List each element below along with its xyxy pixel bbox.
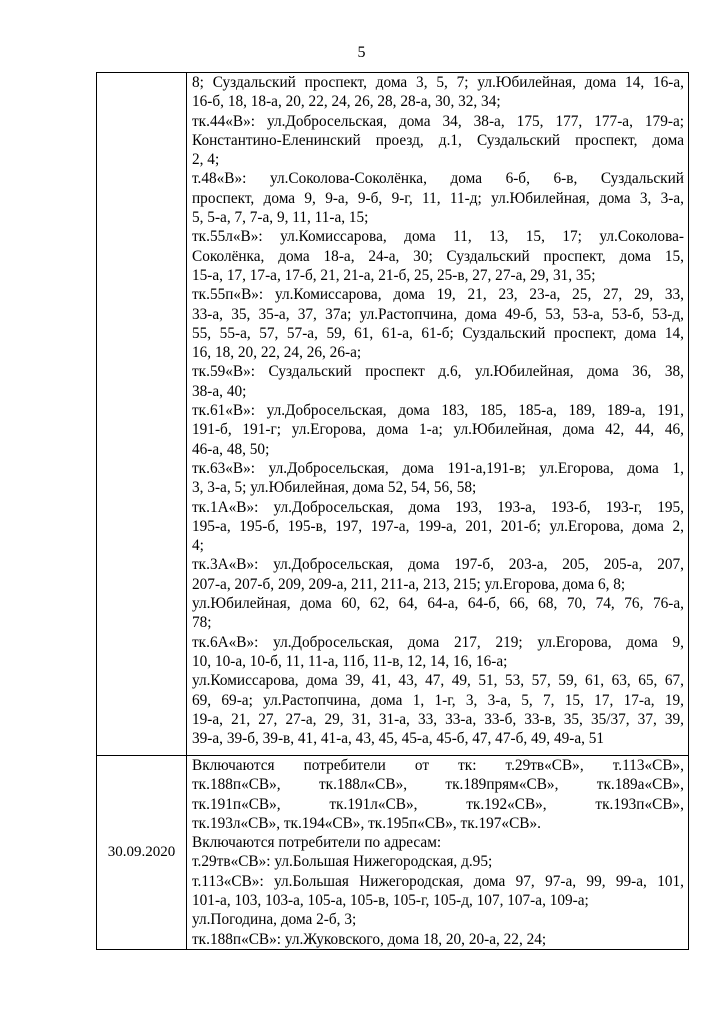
table-row <box>97 73 689 756</box>
text-line: 10, 10-а, 10-б, 11, 11-а, 11б, 11-в, 12, 14, 16, 16-а; <box>192 652 508 670</box>
text-line: т.29тв«СВ»: ул.Большая Нижегородская, д.95; <box>192 853 493 871</box>
text-line: 33-а, 35, 35-а, 37, 37а; ул.Растопчина, дома 49-б, 53, 53-а, 53-б, 53-д, <box>192 305 684 323</box>
text-line: 78; <box>192 614 212 632</box>
text-line: Константино-Еленинский проезд, д.1, Суздальский проспект, дома <box>192 131 684 149</box>
text-line: тк.6А«В»: ул.Добросельская, дома 217, 219; ул.Егорова, дома 9, <box>192 633 684 651</box>
table-row <box>97 756 689 950</box>
address-cell <box>187 73 689 756</box>
text-line: Включаются потребители по адресам: <box>192 834 442 852</box>
text-line: 38-а, 40; <box>192 382 247 400</box>
text-line: ул.Комиссарова, дома 39, 41, 43, 47, 49, 51, 53, 57, 59, 61, 63, 65, 67, <box>192 672 684 690</box>
text-line: ул.Юбилейная, дома 60, 62, 64, 64-а, 64-б, 66, 68, 70, 74, 76, 76-а, <box>192 595 684 613</box>
text-line: 15-а, 17, 17-а, 17-б, 21, 21-а, 21-б, 25, 25-в, 27, 27-а, 29, 31, 35; <box>192 266 596 284</box>
text-line: 207-а, 207-б, 209, 209-а, 211, 211-а, 213, 215; ул.Егорова, дома 6, 8; <box>192 575 626 593</box>
text-line: Включаются потребители от тк: т.29тв«СВ», т.113«СВ», <box>192 757 684 774</box>
text-line: проспект, дома 9, 9-а, 9-б, 9-г, 11, 11-д; ул.Юбилейная, дома 3, 3-а, <box>192 189 684 207</box>
text-line: т.113«СВ»: ул.Большая Нижегородская, дома 97, 97-а, 99, 99-а, 101, <box>192 872 684 890</box>
text-line: тк.63«В»: ул.Добросельская, дома 191-а,191-в; ул.Егорова, дома 1, <box>192 459 684 477</box>
text-line: тк.1А«В»: ул.Добросельская, дома 193, 193-а, 193-б, 193-г, 195, <box>192 498 684 516</box>
text-line: 5, 5-а, 7, 7-а, 9, 11, 11-а, 15; <box>192 209 369 227</box>
text-line: 16-б, 18, 18-а, 20, 22, 24, 26, 28, 28-а, 30, 32, 34; <box>192 93 501 111</box>
text-line: Соколёнка, дома 18-а, 24-а, 30; Суздальский проспект, дома 15, <box>192 247 684 265</box>
text-line: т.48«В»: ул.Соколова-Соколёнка, дома 6-б, 6-в, Суздальский <box>192 170 684 188</box>
text-line: тк.193л«СВ», тк.194«СВ», тк.195п«СВ», тк.197«СВ». <box>192 814 541 832</box>
text-line: 2, 4; <box>192 151 220 169</box>
address-cell <box>187 756 689 950</box>
text-line: тк.61«В»: ул.Добросельская, дома 183, 185, 185-а, 189, 189-а, 191, <box>192 402 684 420</box>
text-line: тк.188п«СВ»: ул.Жуковского, дома 18, 20, 20-а, 22, 24; <box>192 930 547 948</box>
text-line: 39-а, 39-б, 39-в, 41, 41-а, 43, 45, 45-а, 45-б, 47, 47-б, 49, 49-а, 51 <box>192 730 605 748</box>
text-line: тк.55л«В»: ул.Комиссарова, дома 11, 13, 15, 17; ул.Соколова- <box>192 228 684 246</box>
schedule-table <box>96 72 689 950</box>
text-line: 4; <box>192 537 204 555</box>
text-line: тк.188п«СВ», тк.188л«СВ», тк.189прям«СВ», тк.189а«СВ», <box>192 776 684 794</box>
text-line: 191-б, 191-г; ул.Егорова, дома 1-а; ул.Юбилейная, дома 42, 44, 46, <box>192 421 684 439</box>
date-cell <box>97 73 187 756</box>
text-line: ул.Погодина, дома 2-б, 3; <box>192 911 357 929</box>
text-line: 8; Суздальский проспект, дома 3, 5, 7; ул.Юбилейная, дома 14, 16-а, <box>192 74 684 91</box>
text-line: 3, 3-а, 5; ул.Юбилейная, дома 52, 54, 56, 58; <box>192 479 477 497</box>
text-line: 19-а, 21, 27, 27-а, 29, 31, 31-а, 33, 33-а, 33-б, 33-в, 35, 35/37, 37, 39, <box>192 710 684 728</box>
text-line: тк.3А«В»: ул.Добросельская, дома 197-б, 203-а, 205, 205-а, 207, <box>192 556 684 574</box>
text-line: тк.44«В»: ул.Добросельская, дома 34, 38-а, 175, 177, 177-а, 179-а; <box>192 112 684 130</box>
text-line: 101-а, 103, 103-а, 105-а, 105-в, 105-г, 105-д, 107, 107-а, 109-а; <box>192 892 589 910</box>
text-line: тк.191п«СВ», тк.191л«СВ», тк.192«СВ», тк.193п«СВ», <box>192 795 684 813</box>
date-cell: 30.09.2020 <box>97 756 187 950</box>
text-line: 46-а, 48, 50; <box>192 440 270 458</box>
text-line: 69, 69-а; ул.Растопчина, дома 1, 1-г, 3, 3-а, 5, 7, 15, 17, 17-а, 19, <box>192 691 684 709</box>
text-line: 16, 18, 20, 22, 24, 26, 26-а; <box>192 344 362 362</box>
page-number: 5 <box>357 44 366 61</box>
text-line: тк.55п«В»: ул.Комиссарова, дома 19, 21, 23, 23-а, 25, 27, 29, 33, <box>192 286 684 304</box>
text-line: тк.59«В»: Суздальский проспект д.6, ул.Юбилейная, дома 36, 38, <box>192 363 684 381</box>
text-line: 55, 55-а, 57, 57-а, 59, 61, 61-а, 61-б; Суздальский проспект, дома 14, <box>192 324 684 342</box>
text-line: 195-а, 195-б, 195-в, 197, 197-а, 199-а, 201, 201-б; ул.Егорова, дома 2, <box>192 517 684 535</box>
